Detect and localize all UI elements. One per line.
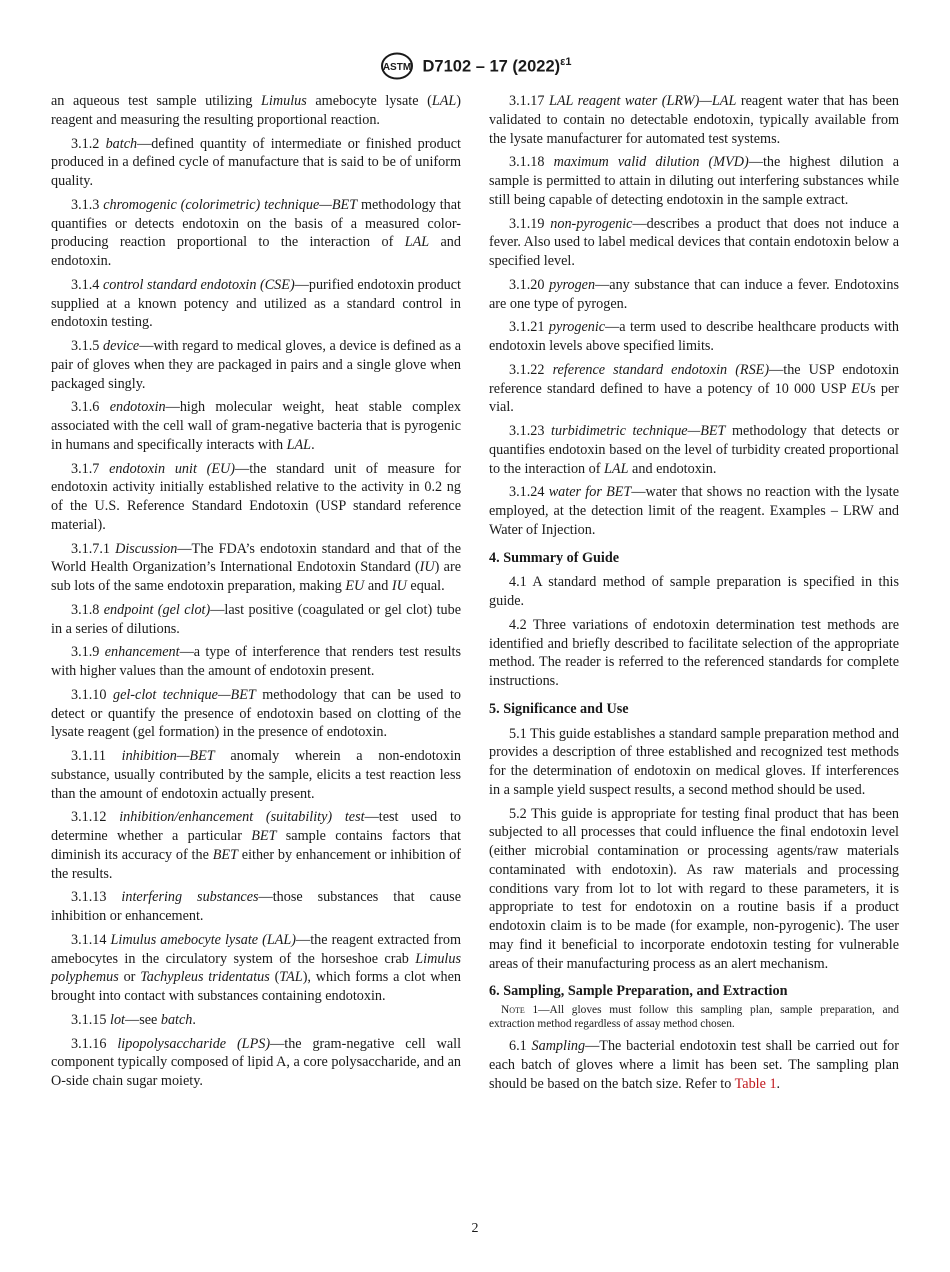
page-number: 2 [471, 1221, 479, 1236]
definition-device: 3.1.5 device—with regard to medical gloves, a device is defined as a pair of gloves when they are packaged in pairs and a single glove when packaged singly. [51, 338, 462, 392]
right-column [489, 92, 899, 1098]
definition-interfering-substances: 3.1.13 interfering substances—those substances that cause inhibition or enhancement. [51, 889, 461, 924]
definition-non-pyrogenic: 3.1.19 non-pyrogenic—describes a product that does not induce a fever. Also used to label medical devices that contain endotoxin below a specified level. [489, 215, 900, 269]
section-heading-significance: 5. Significance and Use [489, 700, 629, 717]
astm-logo-icon [379, 52, 415, 80]
definition-lps: 3.1.16 lipopolysaccharide (LPS)—the gram-negative cell wall component typically composed of lipid A, a core polysaccharide, and an O-side chain sugar moiety. [51, 1035, 462, 1089]
definition-suitability-test: 3.1.12 inhibition/enhancement (suitability) test—test used to determine whether a particular BET sample contains factors that diminish its accuracy of the BET either by enhancement or inhibition of the results. [51, 809, 461, 882]
definition-batch: 3.1.2 batch—defined quantity of intermediate or finished product produced in a defined cycle of manufacture that is said to be of uniform quality. [51, 135, 462, 189]
definition-turbidimetric: 3.1.23 turbidimetric technique—BET methodology that detects or quantifies endotoxin based on the level of turbidity created proportional to the interaction of LAL and endotoxin. [489, 423, 900, 477]
section-heading-sampling: 6. Sampling, Sample Preparation, and Extraction [489, 983, 788, 1000]
note-1: Note 1—All gloves must follow this sampling plan, sample preparation, and extraction method regardless of assay method chosen. [489, 1004, 899, 1030]
paragraph-continuation: an aqueous test sample utilizing Limulus amebocyte lysate (LAL) reagent and measuring the resulting proportional reaction. [51, 93, 461, 128]
definition-enhancement: 3.1.9 enhancement—a type of interference that renders test results with higher values than the amount of endotoxin present. [51, 644, 462, 679]
definition-rse: 3.1.22 reference standard endotoxin (RSE)—the USP endotoxin reference standard defined to have a potency of 10 000 USP EUs per vial. [489, 361, 900, 416]
definition-lal: 3.1.14 Limulus amebocyte lysate (LAL)—the reagent extracted from amebocytes in the circulatory system of the horseshoe crab Limulus polyphemus or Tachypleus tridentatus (TAL), which forms a clot when brought into contact with substances containing endotoxin. [51, 931, 461, 1004]
definition-cse: 3.1.4 control standard endotoxin (CSE)—purified endotoxin product supplied at a known potency and utilized as a standard control in endotoxin testing. [51, 276, 461, 331]
definition-lot: 3.1.15 lot—see batch. [71, 1011, 196, 1028]
paragraph-5-2: 5.2 This guide is appropriate for testing final product that has been subjected to all processes that could influence the final endotoxin level (either microbial contamination or processing agents/raw materials contaminated with endotoxin). As raw materials and processing conditions vary from lot to lot with regard to these parameters, it is appropriate to test for endotoxin on a routine basis if a product endotoxin claim is to be made (for example, non-pyrogenic). The user may find it beneficial to incorporate endotoxin testing for vulnerable areas of their manufacturing process as an alert mechanism. [489, 805, 899, 972]
definition-pyrogenic: 3.1.21 pyrogenic—a term used to describe healthcare products with endotoxin levels above specified limits. [489, 319, 900, 354]
paragraph-4-1: 4.1 A standard method of sample preparation is specified in this guide. [489, 574, 899, 609]
definition-eu: 3.1.7 endotoxin unit (EU)—the standard unit of measure for endotoxin activity initially established relative to the activity in 0.2 ng of the U.S. Reference Standard Endotoxin (USP standard reference material). [51, 460, 461, 533]
left-column [51, 92, 461, 1096]
discussion: 3.1.7.1 Discussion—The FDA’s endotoxin standard and that of the World Health Organization’s International Endotoxin Standard (IU) are sub lots of the same endotoxin preparation, making EU and IU equal. [51, 540, 462, 594]
designation: D7102 – 17 $(2022)^{\varepsilon 1}$ [422, 55, 572, 76]
definition-lrw: 3.1.17 LAL reagent water (LRW)—LAL reagent water that has been validated to contain no detectable endotoxin, typically available from the lysate manufacturer for automated test systems. [489, 93, 899, 147]
page-header [0, 52, 950, 80]
definition-mvd: 3.1.18 maximum valid dilution (MVD)—the highest dilution a sample is permitted to attain in diluting out interfering substances while still being capable of detecting endotoxin in the sample extract. [489, 154, 900, 208]
definition-gel-clot: 3.1.10 gel-clot technique—BET methodology that can be used to detect or quantify the presence of endotoxin based on clotting of the lysate reagent (gel formation) in the presence of endotoxin. [51, 686, 461, 741]
definition-inhibition: 3.1.11 inhibition—BET anomaly wherein a non-endotoxin substance, usually contributed by the sample, elicits a test reaction less than the amount of endotoxin actually present. [51, 748, 461, 802]
paragraph-4-2: 4.2 Three variations of endotoxin determination test methods are identified and briefly described to facilitate selection of the appropriate method. The reader is referred to the referenced standards for complete instructions. [489, 616, 899, 689]
definition-endpoint: 3.1.8 endpoint (gel clot)—last positive (coagulated or gel clot) tube in a series of dilutions. [51, 601, 461, 637]
definition-water-for-bet: 3.1.24 water for BET—water that shows no reaction with the lysate employed, at the detection limit of the reagent. Examples – LRW and Water of Injection. [489, 484, 899, 538]
section-heading-summary: 4. Summary of Guide [489, 549, 620, 566]
svg-text:ASTM: ASTM [382, 62, 411, 73]
definition-pyrogen: 3.1.20 pyrogen—any substance that can induce a fever. Endotoxins are one type of pyrogen. [489, 276, 899, 312]
paragraph-5-1: 5.1 This guide establishes a standard sample preparation method and provides a description of three established and recognized test methods for the determination of endotoxin on medical gloves. If interferences in a sample yield suspect results, a second method should be used. [489, 725, 899, 798]
paragraph-6-1: 6.1 Sampling—The bacterial endotoxin test shall be carried out for each batch of gloves where a limit has been set. The sampling plan should be based on the batch size. Refer to Table 1. [489, 1038, 899, 1092]
table-1-link[interactable]: Table 1 [734, 1075, 777, 1092]
definition-endotoxin: 3.1.6 endotoxin—high molecular weight, heat stable complex associated with the cell wall of gram-negative bacteria that is pyrogenic in humans and specifically interacts with LAL. [51, 399, 462, 453]
definition-chromogenic: 3.1.3 chromogenic (colorimetric) technique—BET methodology that quantifies or detects endotoxin on the basis of a measured color-producing reaction proportional to the interaction of LAL and endotoxin. [51, 196, 461, 269]
